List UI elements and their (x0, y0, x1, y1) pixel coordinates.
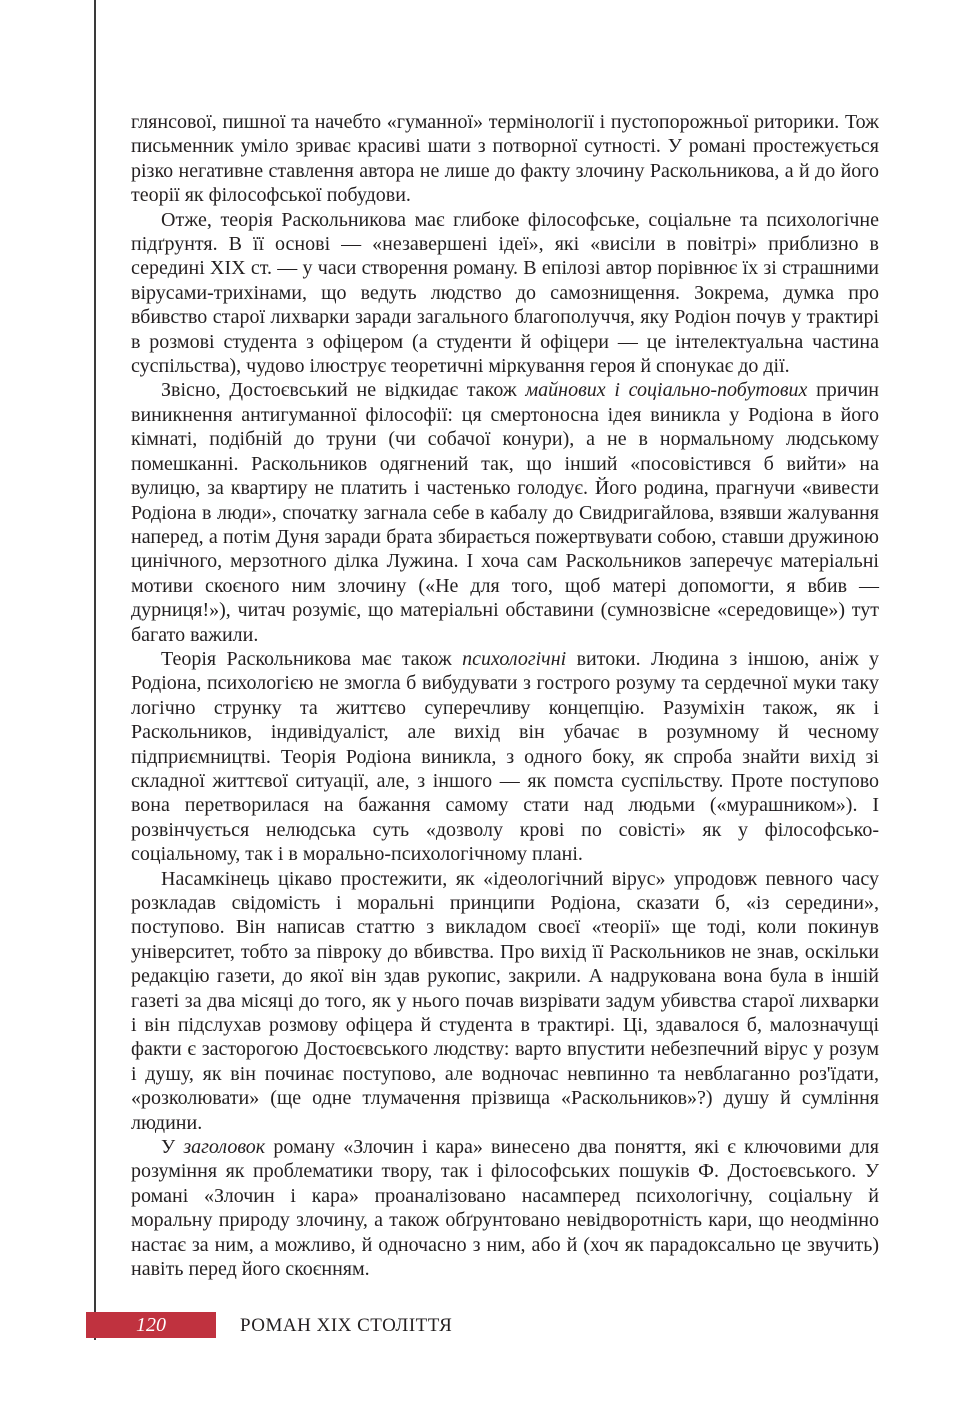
paragraph-4 (131, 647, 879, 867)
paragraph-4-start: Теорія Раскольникова має також (161, 647, 463, 670)
paragraph-1: глянсової, пишної та начебто «гуманної» термінології і пустопорожньої риторики. Тож письменник уміло зриває красиві шати з потворної сутності. У романі простежується різко негативне ставлення автора не лише до факту злочину Раскольникова, а й до його теорії як філософської побудови. (131, 111, 879, 207)
paragraph-6-emphasis: заголовок (183, 1136, 266, 1159)
paragraph-4-rest: витоки. Людина з іншою, аніж у Родіона, психологією не змогла б вибудувати з гострого розуму та сердечної муки таку логічно струнку та життєво суперечливу концепцію. Разуміхін також, як і Раскольников, індивідуаліст, але вихід він убачає в розумному й чесному підприємництві. Теорія Родіона виникла, з одного боку, як спроба знайти вихід зі складної життєвої ситуації, але, з іншого — як помста суспільству. Проте поступово вона перетворилася на бажання самому стати над людьми («мурашником»). І розвінчується нелюдська суть «дозволу крові по совісті» як у філософсько-соціальному, так і в морально-психологічному плані. (131, 647, 879, 866)
page-number: 120 (136, 1314, 166, 1336)
paragraph-2: Отже, теорія Раскольникова має глибоке філософське, соціальне та психологічне підґрунтя. В її основі — «незавершені ідеї», які «висіли в повітрі» приблизно в середині XIX ст. — у часи створення роману. В епілозі автор порівнює їх зі страшними вірусами-трихінами, що ведуть людство до самознищення. Зокрема, думка про вбивство старої лихварки заради загального благополуччя, яку Родіон почув у трактирі в розмові студента з офіцером (а студенти й офіцери — це інтелектуальна частина суспільства), чудово ілюструє теоретичні міркування героя й спонукає до дії. (131, 208, 879, 378)
paragraph-4-emphasis: психологічні (462, 647, 567, 670)
body-text (131, 110, 879, 1282)
paragraph-6 (131, 1135, 879, 1281)
margin-rule (94, 0, 96, 1340)
running-title: РОМАН XIX СТОЛІТТЯ (240, 1315, 453, 1336)
paragraph-3 (131, 378, 879, 646)
paragraph-6-start: У (161, 1136, 184, 1159)
paragraph-3-rest: причин виникнення антигуманної філософії: ця смертоносна ідея виникла у Родіона в його кімнаті, подібній до труни (чи собачої конури), а не в нормальному людському помешканні. Раскольников одягнений так, що інший «посовістився б вийти» на вулицю, за квартиру не платить і частенько голодує. Його родина, прагнучи «вивести Родіона в люди», спочатку загнала себе в кабалу до Свидригайлова, взявши жалування наперед, а потім Дуня заради брата збирається пожертвувати собою, ставши дружиною цинічного, мерзотного ділка Лужина. І хоча сам Раскольников заперечує матеріальні мотиви скоєного ним злочину («Не для того, щоб матері допомогти, я вбив — дурниця!»), читач розуміє, що матеріальні обставини (сумнозвісне «середовище») тут багато важили. (131, 379, 879, 646)
paragraph-5: Насамкінець цікаво простежити, як «ідеологічний вірус» упродовж певного часу розкладав свідомість і моральні принципи Родіона, сказати б, «із середини», поступово. Він написав статтю з викладом своєї «теорії» ще тоді, коли покинув університет, тобто за півроку до вбивства. Про вихід її Раскольников не знав, оскільки редакцію газети, до якої він здав рукопис, закрили. А надрукована вона була в іншій газеті за два місяці до того, як у нього почав визрівати задум убивства старої лихварки і він підслухав розмову офіцера й студента в трактирі. Ці, здавалося б, малозначущі факти є засторогою Достоєвського людству: варто впустити небезпечний вірус у розум і душу, як він починає поступово, але водночас невпинно та невблаганно роз'їдати, «розколювати» (ще одне тлумачення прізвища «Раскольников»?) душу й сумління людини. (131, 867, 879, 1134)
paragraph-6-rest: роману «Злочин і кара» винесено два поняття, які є ключовими для розуміння як проблематики твору, так і філософських пошуків Ф. Достоєвського. У романі «Злочин і кара» проаналізовано насамперед психологічну, соціальну й моральну природу злочину, а також обґрунтовано невідворотність кари, що неодмінно настає за ним, а можливо, й одночасно з ним, або й (хоч як парадоксально це звучить) навіть перед його скоєнням. (131, 1136, 879, 1281)
paragraph-3-emphasis: майнових і соціально-побутових (525, 379, 808, 402)
paragraph-3-start: Звісно, Достоєвський не відкидає також (161, 379, 526, 402)
